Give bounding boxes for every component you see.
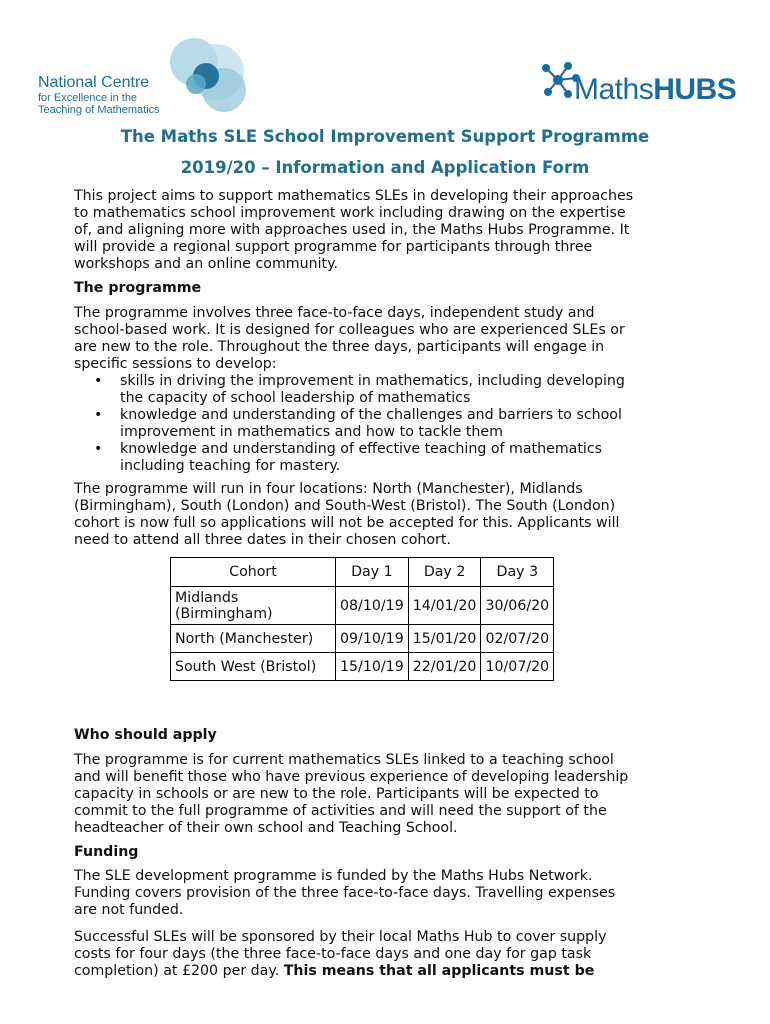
day1-cell: 15/10/19 (336, 653, 409, 681)
list-item (74, 407, 694, 441)
ncetm-title: National Centre (38, 74, 150, 91)
funding-paragraph (74, 868, 699, 919)
table-header-row (171, 558, 554, 587)
table-row (171, 625, 554, 653)
bullet-icon: • (94, 441, 103, 457)
table-row (171, 653, 554, 681)
column-header-day1: Day 1 (336, 558, 409, 587)
who-heading: Who should apply (74, 727, 217, 743)
column-header-day2: Day 2 (408, 558, 481, 587)
intro-line: This project aims to support mathematics SLEs in developing their approaches (74, 188, 634, 204)
funding-line: Funding covers provision of the three face-to-face days. Travelling expenses (74, 885, 616, 901)
locations-line: (Birmingham), South (London) and South-West (Bristol). The South (London) (74, 498, 616, 514)
ncetm-wordmark (38, 74, 160, 116)
cohort-cell: South West (Bristol) (171, 653, 336, 681)
mathshubs-part1: Maths (574, 73, 654, 106)
day2-cell: 14/01/20 (408, 587, 481, 625)
intro-paragraph (74, 188, 699, 273)
day3-cell: 10/07/20 (481, 653, 554, 681)
locations-line: need to attend all three dates in their chosen cohort. (74, 532, 451, 548)
mathshubs-wordmark (574, 74, 736, 106)
bullet-line: knowledge and understanding of effective teaching of mathematics (120, 441, 603, 457)
programme-bullet-list (74, 373, 694, 475)
bullet-line: knowledge and understanding of the challenges and barriers to school (120, 407, 622, 423)
sponsor-paragraph (74, 929, 699, 980)
column-header-day3: Day 3 (481, 558, 554, 587)
who-paragraph (74, 752, 699, 837)
ncetm-logo (38, 36, 228, 122)
programme-line: The programme involves three face-to-face days, independent study and (74, 305, 595, 321)
funding-line: The SLE development programme is funded by the Maths Hubs Network. (74, 868, 593, 884)
funding-line: are not funded. (74, 902, 184, 918)
mathshubs-logo (538, 60, 738, 110)
cohort-cell (171, 587, 336, 625)
bullet-icon: • (94, 407, 103, 423)
bullet-line: the capacity of school leadership of mathematics (120, 390, 471, 406)
bullet-line: skills in driving the improvement in mathematics, including developing (120, 373, 625, 389)
who-line: and will benefit those who have previous experience of developing leadership (74, 769, 629, 785)
day1-cell: 09/10/19 (336, 625, 409, 653)
document-title: The Maths SLE School Improvement Support Programme (120, 127, 650, 146)
programme-paragraph (74, 305, 699, 373)
bullet-line: improvement in mathematics and how to tackle them (120, 424, 503, 440)
day2-cell: 15/01/20 (408, 625, 481, 653)
sponsor-emphasis: This means that all applicants must be (283, 963, 595, 979)
programme-line: are new to the role. Throughout the three days, participants will engage in (74, 339, 605, 355)
bullet-line: including teaching for mastery. (120, 458, 341, 474)
intro-line: will provide a regional support programme for participants through three (74, 239, 593, 255)
sponsor-text: completion) at £200 per day. (74, 963, 284, 979)
cohort-dates-table (170, 557, 554, 681)
mathshubs-part2: HUBS (653, 73, 737, 106)
day1-cell: 08/10/19 (336, 587, 409, 625)
programme-heading: The programme (74, 280, 202, 296)
sponsor-line: Successful SLEs will be sponsored by their local Maths Hub to cover supply (74, 929, 607, 945)
cohort-cell: North (Manchester) (171, 625, 336, 653)
ncetm-subtitle-2: Teaching of Mathematics (38, 104, 160, 116)
programme-line: specific sessions to develop: (74, 356, 277, 372)
intro-line: of, and aligning more with approaches used in, the Maths Hubs Programme. It (74, 222, 630, 238)
locations-paragraph (74, 481, 699, 549)
column-header-cohort: Cohort (171, 558, 336, 587)
cohort-name-cont: (Birmingham) (175, 605, 273, 622)
day2-cell: 22/01/20 (408, 653, 481, 681)
document-subtitle: 2019/20 – Information and Application Form (180, 158, 590, 177)
who-line: commit to the full programme of activities and will need the support of the (74, 803, 607, 819)
cohort-name: Midlands (175, 589, 239, 606)
locations-line: cohort is now full so applications will not be accepted for this. Applicants will (74, 515, 620, 531)
who-line: capacity in schools or are new to the role. Participants will be expected to (74, 786, 599, 802)
locations-line: The programme will run in four locations: North (Manchester), Midlands (74, 481, 583, 497)
list-item (74, 373, 694, 407)
who-line: The programme is for current mathematics SLEs linked to a teaching school (74, 752, 614, 768)
day3-cell: 02/07/20 (481, 625, 554, 653)
day3-cell: 30/06/20 (481, 587, 554, 625)
table-row (171, 587, 554, 625)
sponsor-line-last (74, 963, 699, 980)
list-item (74, 441, 694, 475)
programme-line: school-based work. It is designed for colleagues who are experienced SLEs or (74, 322, 625, 338)
bullet-icon: • (94, 373, 103, 389)
intro-line: to mathematics school improvement work including drawing on the expertise (74, 205, 626, 221)
sponsor-line: costs for four days (the three face-to-face days and one day for gap task (74, 946, 592, 962)
who-line: headteacher of their own school and Teaching School. (74, 820, 458, 836)
intro-line: workshops and an online community. (74, 256, 338, 272)
ncetm-subtitle-1: for Excellence in the (38, 92, 138, 104)
funding-heading: Funding (74, 844, 139, 860)
